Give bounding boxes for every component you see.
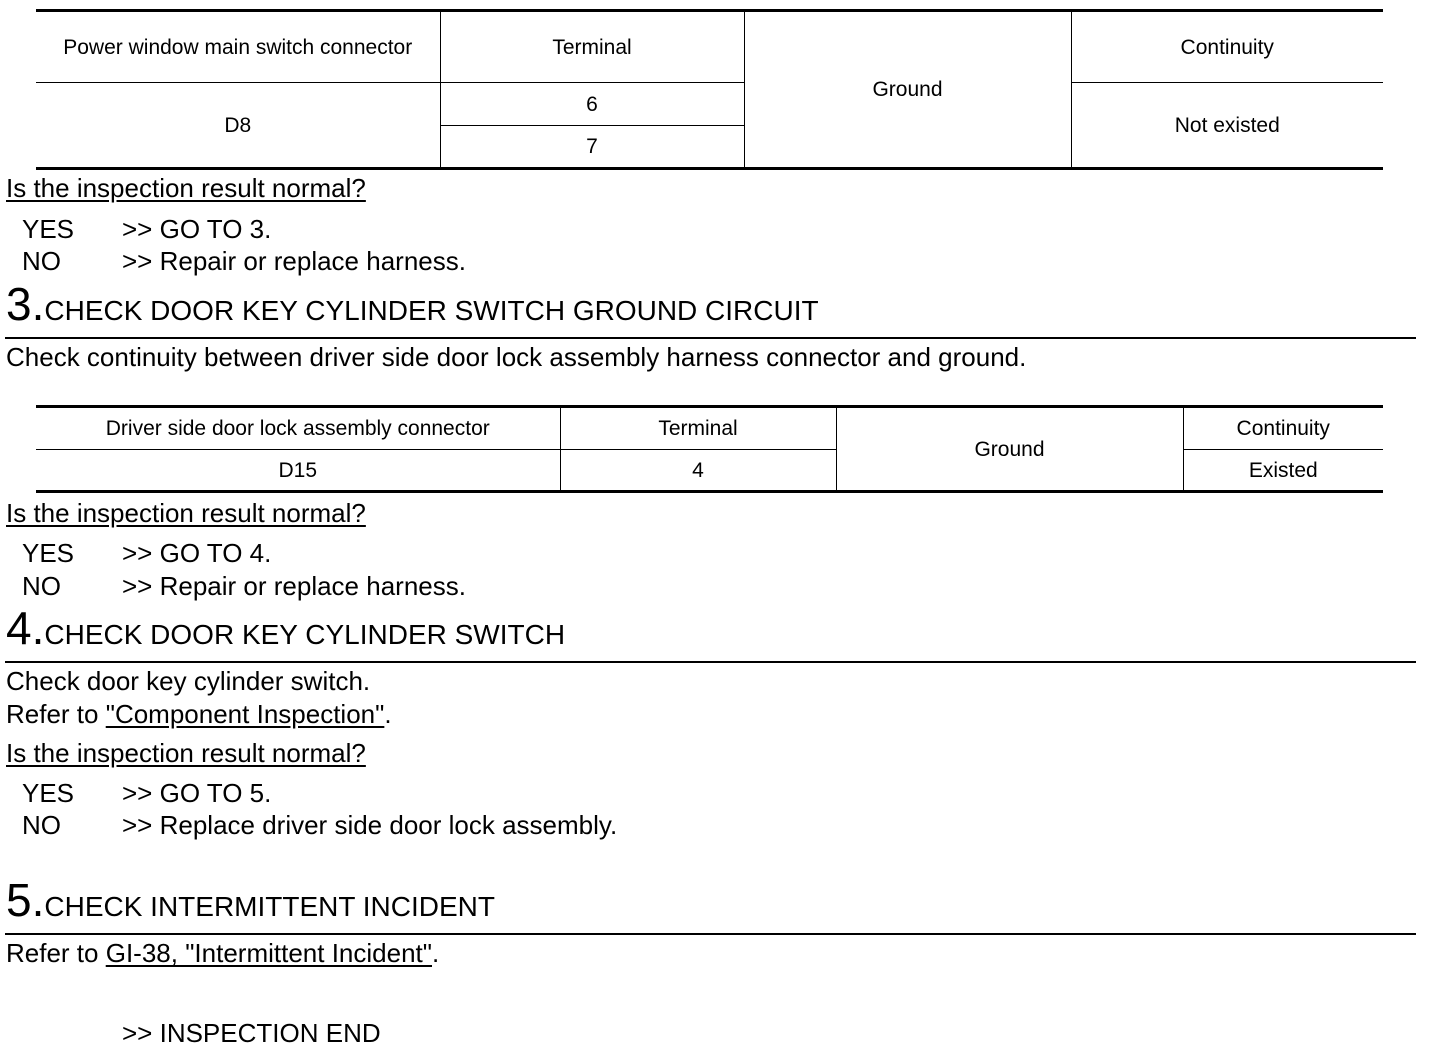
step-number: 4. — [6, 602, 45, 654]
table-cell-terminal: 6 — [440, 83, 744, 126]
section-divider — [5, 337, 1416, 339]
step-title: CHECK INTERMITTENT INCIDENT — [44, 891, 495, 922]
table-cell-terminal: 4 — [560, 450, 836, 492]
answer-key: YES — [22, 538, 75, 568]
continuity-table-d8 — [36, 9, 1383, 170]
table-header-terminal: Terminal — [440, 11, 744, 83]
refer-prefix: Refer to — [6, 938, 106, 968]
step-instruction: Check continuity between driver side door lock assembly harness connector and ground. — [6, 342, 1027, 372]
table-cell-ground: Ground — [836, 407, 1183, 492]
answer-yes — [22, 214, 622, 244]
inspection-question: Is the inspection result normal? — [6, 173, 366, 203]
answer-yes — [22, 778, 622, 808]
step-number: 5. — [6, 874, 45, 926]
refer-suffix: . — [384, 699, 392, 729]
table-cell-terminal: 7 — [440, 126, 744, 169]
step-3-heading — [6, 278, 819, 330]
answer-action: >> Repair or replace harness. — [122, 246, 466, 276]
step-number: 3. — [6, 278, 45, 330]
step-4-heading — [6, 602, 566, 654]
intermittent-incident-link[interactable]: GI-38, "Intermittent Incident" — [105, 938, 432, 968]
refer-suffix: . — [432, 938, 440, 968]
table-cell-connector: D8 — [36, 83, 440, 169]
answer-key: NO — [22, 246, 61, 276]
answer-yes — [22, 538, 622, 568]
inspection-question: Is the inspection result normal? — [6, 738, 366, 768]
refer-line — [6, 938, 439, 969]
header-connector-label: Power window main switch connector — [63, 35, 413, 59]
answer-key: NO — [22, 810, 61, 840]
answer-no — [22, 246, 722, 276]
table-cell-ground: Ground — [744, 11, 1071, 169]
answer-action: >> Repair or replace harness. — [122, 571, 466, 601]
answer-key: YES — [22, 778, 75, 808]
answer-action: >> GO TO 3. — [122, 214, 272, 244]
inspection-end: >> INSPECTION END — [122, 1018, 381, 1048]
answer-action: >> GO TO 5. — [122, 778, 272, 808]
section-divider — [5, 933, 1416, 935]
table-header-connector — [36, 11, 440, 83]
inspection-question: Is the inspection result normal? — [6, 498, 366, 528]
table-cell-continuity: Not existed — [1071, 83, 1383, 169]
section-divider — [5, 661, 1416, 663]
component-inspection-link[interactable]: "Component Inspection" — [105, 699, 385, 729]
table-header-continuity: Continuity — [1183, 407, 1383, 450]
continuity-table-d15 — [36, 405, 1383, 493]
refer-prefix: Refer to — [6, 699, 106, 729]
answer-key: NO — [22, 571, 61, 601]
answer-no — [22, 571, 722, 601]
table-header-terminal: Terminal — [560, 407, 836, 450]
step-instruction: Check door key cylinder switch. — [6, 666, 371, 696]
answer-key: YES — [22, 214, 75, 244]
answer-action: >> GO TO 4. — [122, 538, 272, 568]
table-header-continuity: Continuity — [1071, 11, 1383, 83]
answer-no — [22, 810, 822, 840]
answer-action: >> Replace driver side door lock assembly. — [122, 810, 618, 840]
step-title: CHECK DOOR KEY CYLINDER SWITCH GROUND CIRCUIT — [44, 295, 819, 326]
table-cell-connector: D15 — [36, 450, 560, 492]
table-header-connector: Driver side door lock assembly connector — [36, 407, 560, 450]
table-cell-continuity: Existed — [1183, 450, 1383, 492]
refer-line — [6, 699, 392, 730]
step-5-heading — [6, 874, 495, 926]
step-title: CHECK DOOR KEY CYLINDER SWITCH — [44, 619, 566, 650]
